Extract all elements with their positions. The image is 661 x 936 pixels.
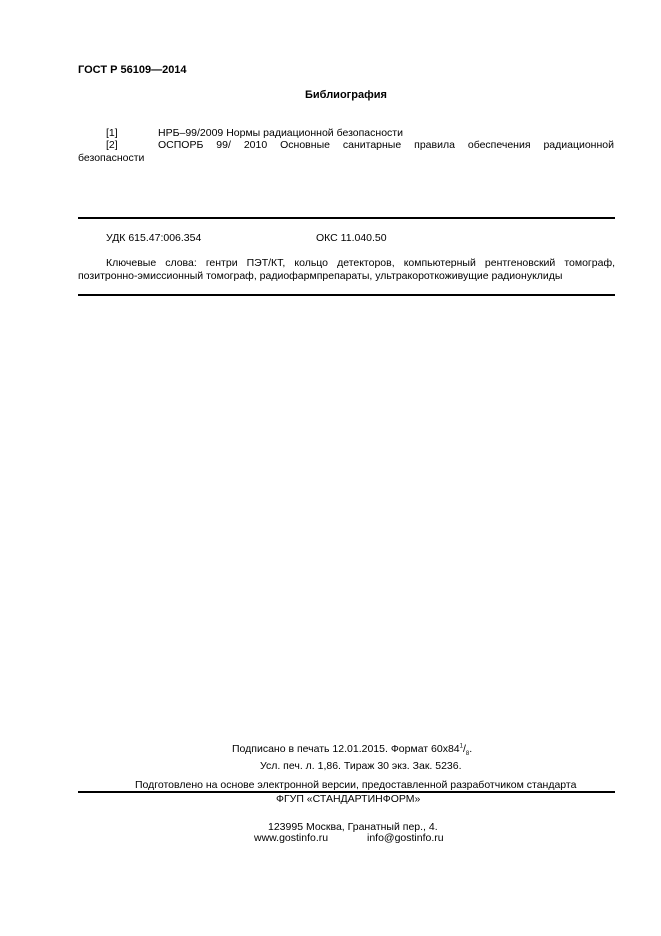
keywords-line1: Ключевые слова: гентри ПЭТ/КТ, кольцо детекторов, компьютерный рентгеновский томограф, bbox=[106, 257, 615, 269]
oks-code: ОКС 11.040.50 bbox=[316, 232, 387, 244]
keywords-line2: позитронно-эмиссионный томограф, радиофармпрепараты, ультракороткоживущие радионуклиды bbox=[78, 270, 563, 282]
publisher-email[interactable]: info@gostinfo.ru bbox=[367, 832, 444, 844]
signed-text: Подписано в печать 12.01.2015. Формат 60х84 bbox=[232, 743, 460, 755]
udk-code: УДК 615.47:006.354 bbox=[106, 232, 202, 244]
bib-item-2-text-line1: ОСПОРБ 99/ 2010 Основные санитарные правила обеспечения радиационной bbox=[158, 139, 614, 151]
bib-item-2-text-line2: безопасности bbox=[78, 152, 145, 164]
print-info: Усл. печ. л. 1,86. Тираж 30 экз. Зак. 5236. bbox=[260, 760, 462, 772]
bib-item-1-text: НРБ–99/2009 Нормы радиационной безопасности bbox=[158, 127, 403, 139]
publisher-address: 123995 Москва, Гранатный пер., 4. bbox=[268, 821, 438, 833]
bibliography-title: Библиография bbox=[305, 89, 387, 101]
bib-item-1-number: [1] bbox=[106, 127, 118, 139]
bib-item-2-number: [2] bbox=[106, 139, 118, 151]
signed-suffix: . bbox=[469, 743, 473, 755]
top-divider bbox=[78, 217, 615, 219]
publisher-website[interactable]: www.gostinfo.ru bbox=[254, 832, 329, 844]
signed-for-print: Подписано в печать 12.01.2015. Формат $60х84^1/_8$. bbox=[232, 743, 473, 758]
format-sub: 8 bbox=[465, 751, 470, 758]
format-sup: 1 bbox=[459, 743, 463, 750]
prepared-note: Подготовлено на основе электронной версии, предоставленной разработчиком стандарта bbox=[135, 779, 577, 791]
bottom-divider bbox=[78, 294, 615, 296]
publisher-name: ФГУП «СТАНДАРТИНФОРМ» bbox=[276, 793, 421, 805]
doc-code: ГОСТ Р 56109—2014 bbox=[78, 64, 187, 76]
